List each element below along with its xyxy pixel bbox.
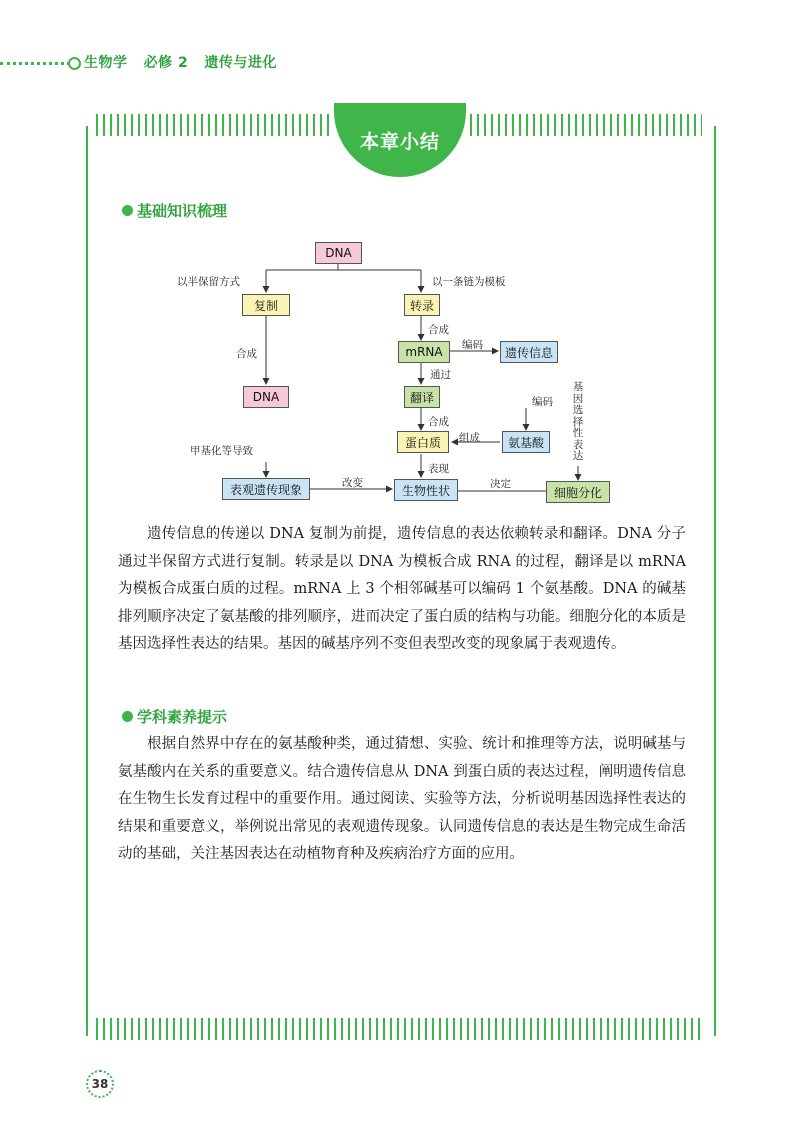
node-cell-diff: 细胞分化: [546, 481, 610, 503]
node-translation: 翻译: [404, 386, 440, 408]
label-change: 改变: [342, 477, 363, 489]
label-synthesize-left: 合成: [236, 348, 257, 360]
chapter-summary-badge: 本章小结: [334, 103, 466, 177]
node-replication: 复制: [242, 294, 290, 316]
literacy-paragraph: 根据自然界中存在的氨基酸种类，通过猜想、实验、统计和推理等方法，说明碱基与氨基酸内在关系的重要意义。结合遗传信息从 DNA 到蛋白质的表达过程，阐明遗传信息在生物生长发育过程中的重要作用。通过阅读、实验等方法，分析说明基因选择性表达的结果和重要意义，举例说出常见的表观遗传现象。认同遗传信息的表达是生物完成生命活动的基础，关注基因表达在动植物育种及疾病治疗方面的应用。: [118, 736, 686, 862]
label-encode-1: 编码: [462, 339, 483, 351]
label-encode-2: 编码: [532, 396, 553, 408]
label-one-strand-template: 以一条链为模板: [432, 276, 506, 288]
label-selective-expression: 基因选择性表达: [572, 381, 584, 462]
node-mrna: mRNA: [398, 341, 450, 363]
section-title: 基础知识梳理: [137, 202, 228, 220]
bullet-dot-icon: [122, 711, 133, 722]
node-transcription: 转录: [404, 294, 440, 316]
label-express: 表现: [428, 463, 449, 475]
label-determine: 决定: [490, 478, 511, 490]
label-semi-conservative: 以半保留方式: [177, 276, 240, 288]
label-through: 通过: [430, 369, 451, 381]
header-book-title: 生物学 必修 2 遗传与进化: [84, 55, 277, 71]
label-methylation: 甲基化等导致: [190, 445, 253, 457]
section-title: 学科素养提示: [137, 708, 228, 726]
node-epigenetic: 表观遗传现象: [222, 478, 310, 500]
label-synthesize-2: 合成: [428, 416, 449, 428]
section-heading-literacy-tips: [122, 706, 227, 727]
node-protein: 蛋白质: [397, 431, 449, 453]
node-amino-acid: 氨基酸: [502, 431, 550, 453]
summary-paragraph: 遗传信息的传递以 DNA 复制为前提，遗传信息的表达依赖转录和翻译。DNA 分子通过半保留方式进行复制。转录是以 DNA 为模板合成 RNA 的过程，翻译是以 mRNA 为模板合成蛋白质的过程。mRNA 上 3 个相邻碱基可以编码 1 个氨基酸。DNA 的碱基排列顺序决定了氨基酸的排列顺序，进而决定了蛋白质的结构与功能。细胞分化的本质是基因选择性表达的结果。基因的碱基序列不变但表型改变的现象属于表观遗传。: [118, 526, 686, 652]
node-genetic-info: 遗传信息: [500, 341, 558, 363]
page-number: 38: [86, 1070, 114, 1098]
node-dna-top: DNA: [315, 242, 362, 264]
node-trait: 生物性状: [394, 479, 458, 501]
label-compose: 组成: [459, 432, 480, 444]
label-synthesize-1: 合成: [428, 324, 449, 336]
node-dna-bottom: DNA: [243, 386, 289, 408]
